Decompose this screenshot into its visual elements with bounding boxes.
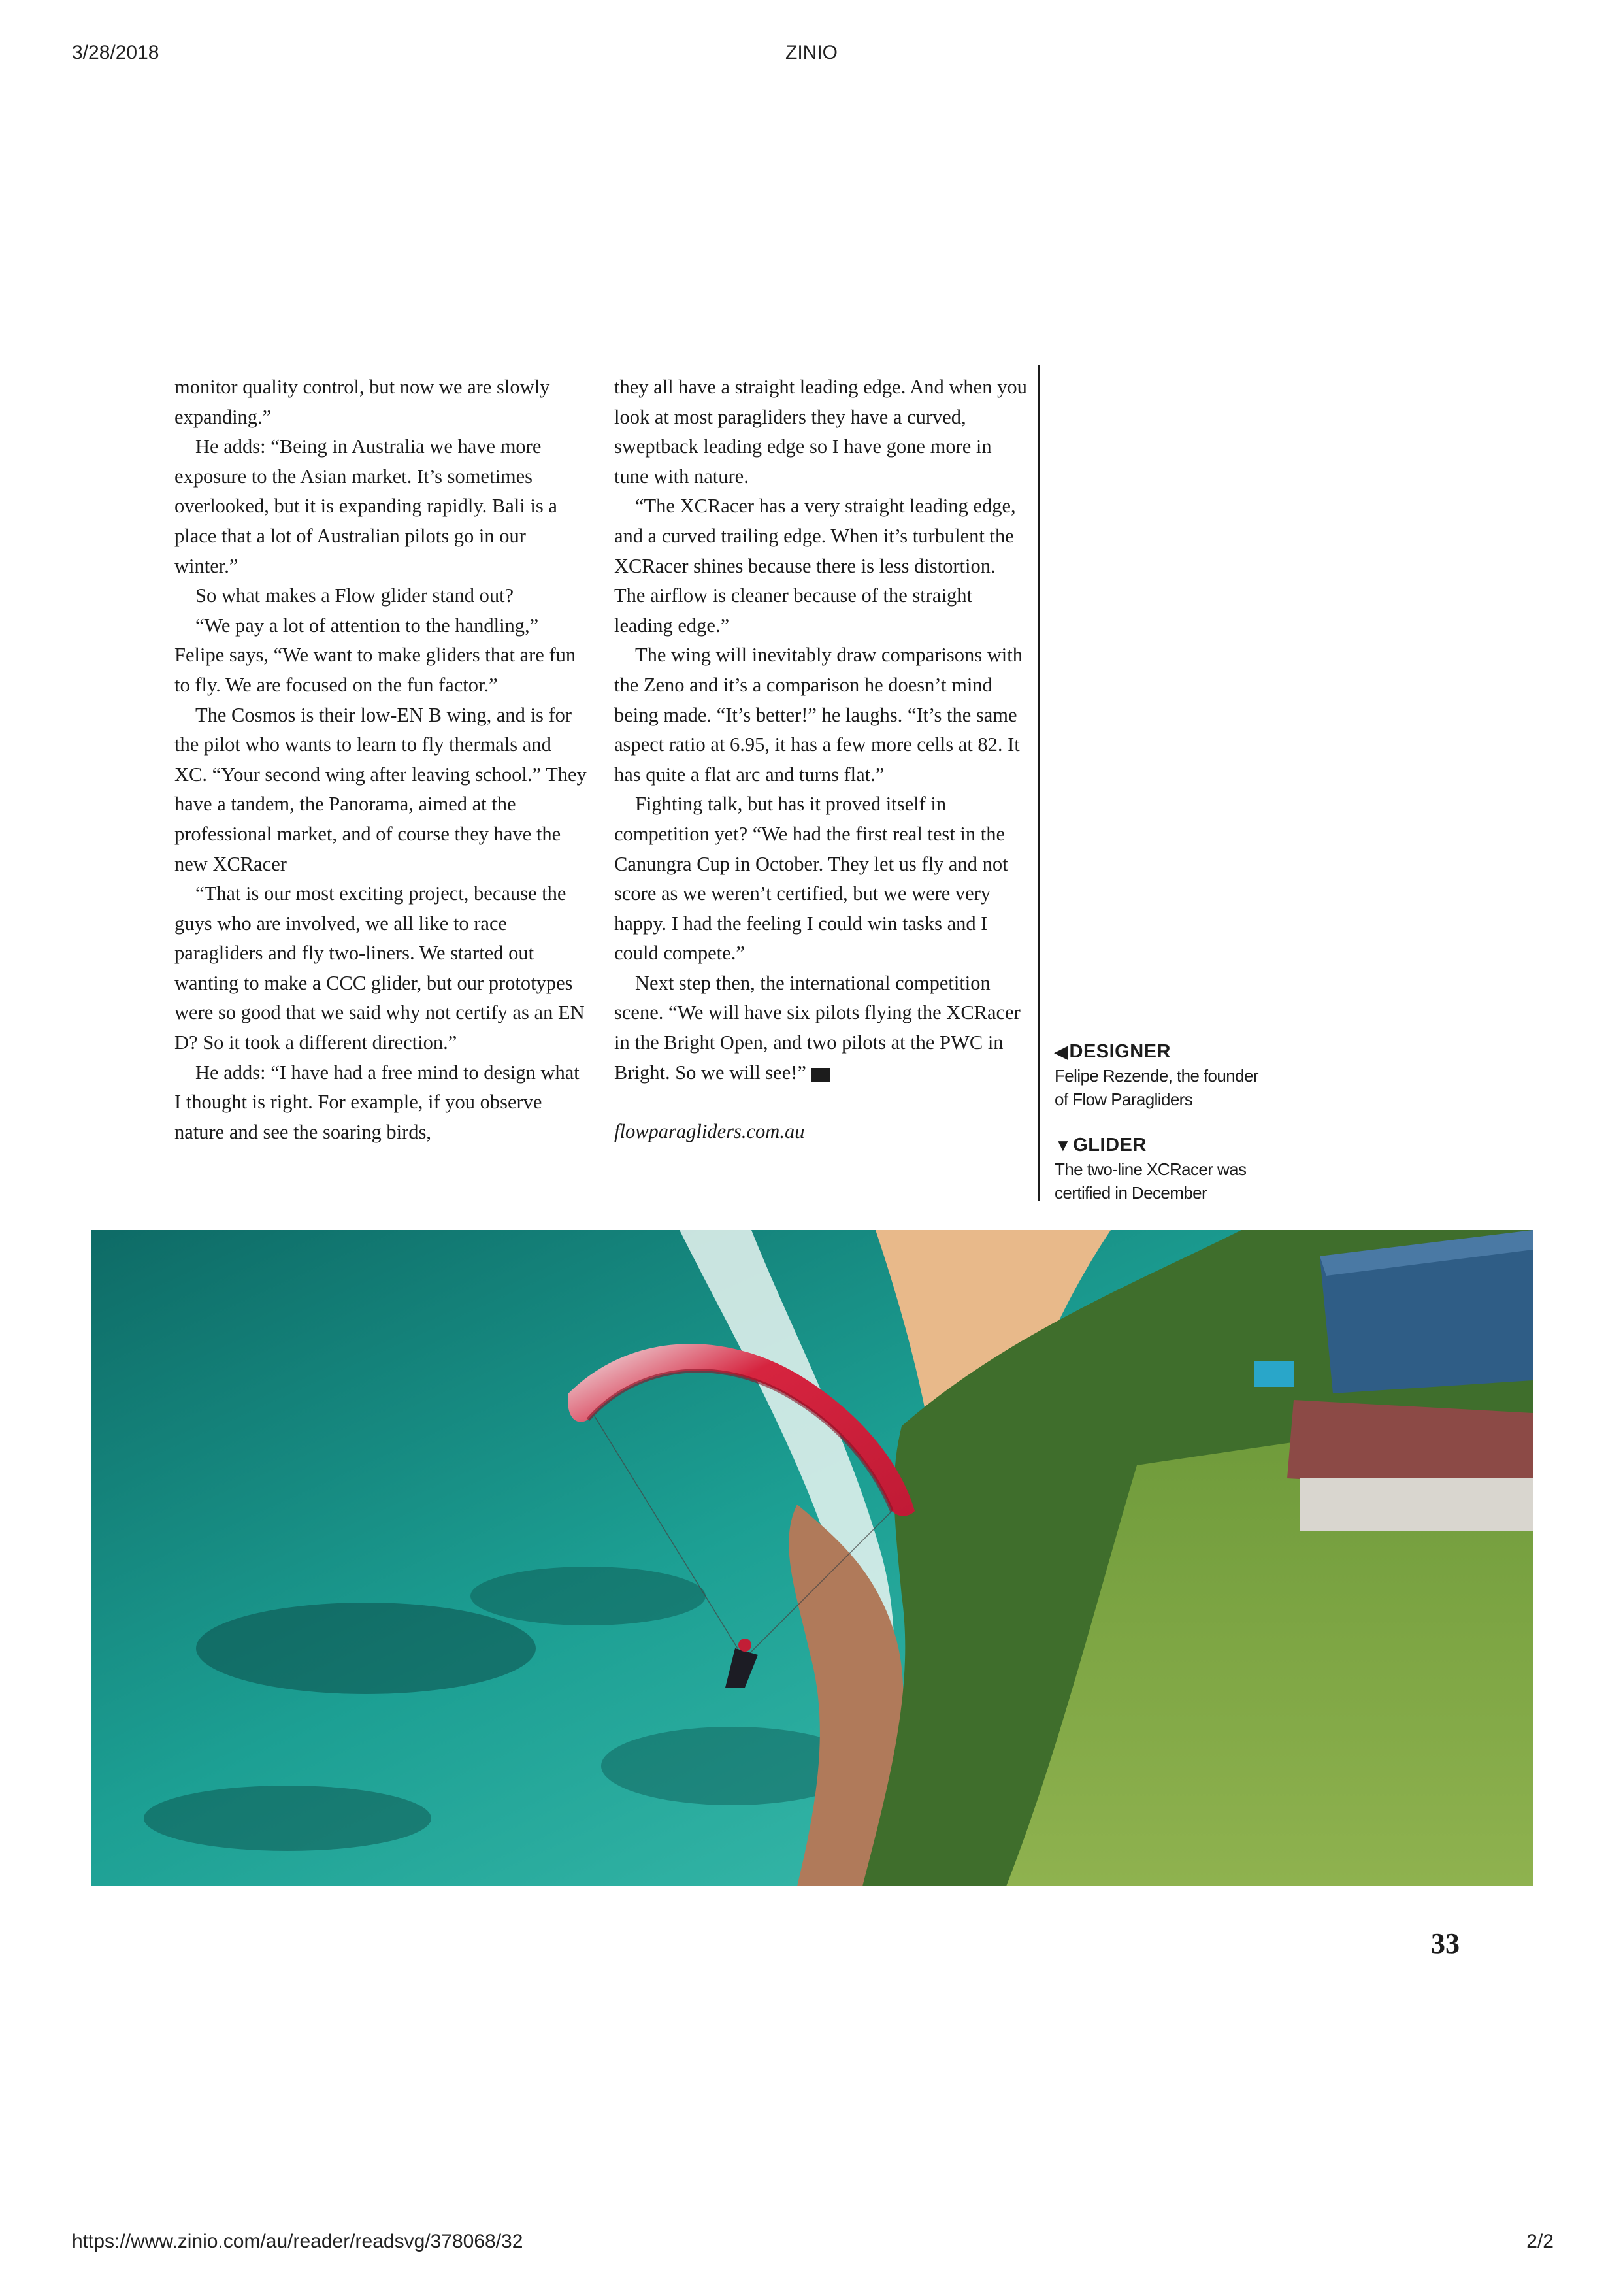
arrow-down-icon: ▼: [1055, 1135, 1072, 1155]
arrow-left-icon: ◀: [1055, 1042, 1068, 1061]
paragraph: The Cosmos is their low-EN B wing, and is for the pilot who wants to learn to fly thermals and XC. “Your second wing after leaving school.” They have a tandem, the Panorama, aimed at the professional market, and of course they have the new XCRacer: [174, 703, 587, 875]
caption-glider-heading: [1055, 1133, 1270, 1157]
paragraph: He adds: “Being in Australia we have more exposure to the Asian market. It’s sometimes overlooked, but it is expanding rapidly. Bali is a place that a lot of Australian pilots go in our winter.”: [174, 435, 557, 577]
website-link[interactable]: flowparagliders.com.au: [614, 1120, 805, 1143]
page-number: 33: [1431, 1927, 1460, 1959]
paragraph-final-text: Next step then, the international competition scene. “We will have six pilots flying the XCRacer in the Bright Open, and two pilots at the PWC in Bright. So we will see!”: [614, 971, 1021, 1084]
paraglider-coast-photo: [91, 1230, 1533, 1886]
paragraph: So what makes a Flow glider stand out?: [195, 584, 514, 607]
photo-illustration: [91, 1230, 1533, 1886]
caption-glider: [1055, 1133, 1270, 1205]
print-title: ZINIO: [785, 42, 838, 63]
print-url: https://www.zinio.com/au/reader/readsvg/378068/32: [72, 2231, 523, 2252]
paragraph: Fighting talk, but has it proved itself in competition yet? “We had the first real test in the Canungra Cup in October. They let us fly and not score as we weren’t certified, but we were very happy. I had the feeling I could win tasks and I could compete.”: [614, 793, 1008, 965]
paragraph: monitor quality control, but now we are slowly expanding.”: [174, 376, 550, 428]
paragraph: “We pay a lot of attention to the handling,” Felipe says, “We want to make gliders that are fun to fly. We are focused on the fun factor.”: [174, 614, 576, 696]
caption-designer-text: Felipe Rezende, the founder of Flow Paragliders: [1055, 1066, 1258, 1109]
paragraph-final: [614, 969, 1029, 1088]
caption-glider-text: The two-line XCRacer was certified in December: [1055, 1159, 1247, 1203]
print-date: 3/28/2018: [72, 42, 159, 63]
paragraph: “The XCRacer has a very straight leading edge, and a curved trailing edge. When it’s turbulent the XCRacer shines because there is less distortion. The airflow is cleaner because of the straight leading edge.”: [614, 495, 1016, 637]
print-page-count: 2/2: [1526, 2231, 1554, 2252]
article-column-left: [174, 373, 587, 1147]
caption-designer: [1055, 1039, 1270, 1111]
paragraph: He adds: “I have had a free mind to design what I thought is right. For example, if you observe nature and see the soaring birds,: [174, 1061, 580, 1143]
paragraph: The wing will inevitably draw comparisons with the Zeno and it’s a comparison he doesn’t mind being made. “It’s better!” he laughs. “It’s the same aspect ratio at 6.95, it has a few more cells at 82. It has quite a flat arc and turns flat.”: [614, 644, 1023, 786]
column-divider: [1038, 365, 1040, 1201]
caption-designer-title: DESIGNER: [1069, 1041, 1171, 1062]
paragraph: they all have a straight leading edge. And when you look at most paragliders they have a curved, sweptback leading edge so I have gone more in tune with nature.: [614, 376, 1027, 488]
article-column-middle: [614, 373, 1029, 1147]
caption-designer-heading: [1055, 1039, 1270, 1064]
caption-glider-title: GLIDER: [1073, 1135, 1147, 1156]
end-mark-icon: XC: [812, 1068, 830, 1082]
paragraph: “That is our most exciting project, because the guys who are involved, we all like to race paragliders and fly two-liners. We started out wanting to make a CCC glider, but our prototypes were so good that we said why not certify as an EN D? So it took a different direction.”: [174, 882, 585, 1054]
